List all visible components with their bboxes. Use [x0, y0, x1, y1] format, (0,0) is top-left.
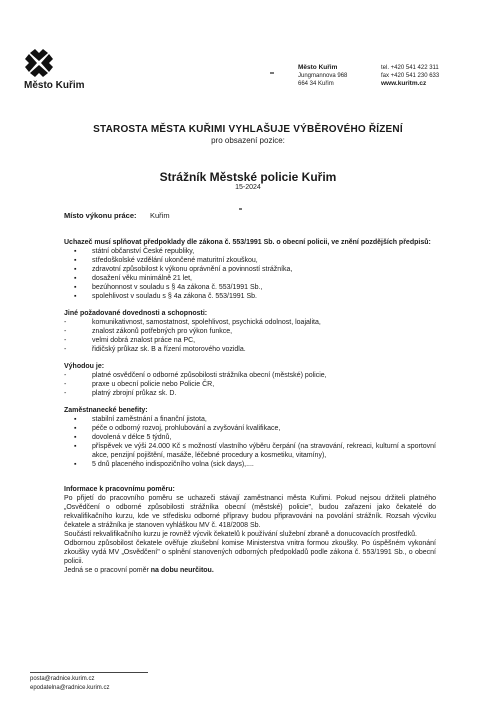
benefits-list: [64, 415, 436, 469]
benefits-heading: Zaměstnanecké benefity:: [64, 407, 148, 414]
list-item: ▪ příspěvek ve výši 24.000 Kč s možností vlastního výběru čerpání (na stravování, rekreaci, kulturní a sportovní akce, penzijní pojištění, masáže, léčebné procedury a kosmetiku, vitamíny),: [64, 442, 436, 460]
list-item: ▪ péče o odborný rozvoj, prohlubování a zvyšování kvalifikace,: [64, 424, 436, 433]
list-item: ▪ bezúhonnost v souladu s § 4a zákona č. 553/1991 Sb.,: [64, 283, 436, 292]
document-body: [64, 238, 436, 575]
info-heading: Informace k pracovnímu poměru:: [64, 486, 175, 493]
position-number: 15-2024: [235, 184, 261, 191]
info-paragraph: Po přijetí do pracovního poměru se uchazeči stávají zaměstnanci města Kuřimi. Pokud nejsou držiteli platného „Osvědčení o odborné způsobilosti strážníka obecní (městské) policie", budou zařazeni jako čekatelé do rekvalifikačního kurzu, kde ve středisku odborné přípravy budou připravováni na povolání strážník. Rozsah výcviku čekatele a strážníka je stanoven vyhláškou MV č. 418/2008 Sb.: [64, 495, 436, 529]
employment-term: na dobu neurčitou.: [150, 567, 214, 574]
list-item: ▪ stabilní zaměstnání a finanční jistota,: [64, 415, 436, 424]
announcement-title: STAROSTA MĚSTA KUŘIMI VYHLAŠUJE VÝBĚROVÉHO ŘÍZENÍ: [93, 124, 403, 135]
address-line-1: Město Kuřim: [298, 64, 338, 71]
place-of-work: [64, 211, 170, 220]
list-item: - praxe u obecní policie nebo Policie ČR,: [64, 380, 436, 389]
requirements-heading: Uchazeč musí splňovat předpoklady dle zákona č. 553/1991 Sb. o obecní policii, ve znění pozdějších předpisů:: [64, 239, 431, 246]
city-logo-icon: [24, 48, 54, 78]
list-item: ▪ státní občanství České republiky,: [64, 247, 436, 256]
header-contacts: [381, 64, 439, 88]
list-item: - znalost zákonů potřebných pro výkon funkce,: [64, 327, 436, 336]
list-item: - velmi dobrá znalost práce na PC,: [64, 336, 436, 345]
requirements-list: [64, 247, 436, 301]
info-paragraph: Součástí rekvalifikačního kurzu je rovněž výcvik čekatelů k používání služební zbraně a donucovacích prostředků.: [64, 531, 417, 538]
advantages-heading: Výhodou je:: [64, 363, 105, 370]
footer-contacts: [30, 675, 109, 693]
list-item: ▪ zdravotní způsobilost k výkonu oprávnění a povinností strážníka,: [64, 265, 436, 274]
info-paragraph: Odbornou způsobilost čekatele ověřuje zkušební komise Ministerstva vnitra formou zkoušky. Po úspěšném vykonání zkoušky vydá MV „Osvědčení" o splnění stanovených odborných předpokladů podle zákona č. 553/1991 Sb., o obecní policii.: [64, 540, 436, 565]
header-address: [298, 64, 347, 88]
address-line-3: 664 34 Kuřim: [298, 81, 334, 87]
address-line-2: Jungmannova 968: [298, 73, 348, 79]
footer-divider: [30, 672, 148, 673]
email-link[interactable]: epodatelna@radnice.kurim.cz: [30, 685, 110, 691]
skills-heading: Jiné požadované dovednosti a schopnosti:: [64, 310, 208, 317]
list-item: - platné osvědčení o odborné způsobilosti strážníka obecní (městské) policie,: [64, 371, 436, 380]
position-title: Strážník Městské policie Kuřim: [159, 170, 337, 184]
fax-line: fax +420 541 230 633: [381, 73, 440, 79]
phone-line: tel. +420 541 422 311: [381, 65, 439, 71]
skills-list: [64, 318, 436, 354]
announcement-subtitle: pro obsazení pozice:: [211, 136, 285, 145]
list-item: - platný zbrojní průkaz sk. D.: [64, 389, 436, 398]
list-item: ▪ spolehlivost v souladu s § 4a zákona č. 553/1991 Sb.: [64, 292, 436, 301]
list-item: ▪ dosažení věku minimálně 21 let,: [64, 274, 436, 283]
employment-text: Jedná se o pracovní poměr: [64, 567, 151, 574]
logo-text: Město Kuřim: [24, 80, 85, 91]
list-item: ▪ 5 dnů placeného indispozičního volna (sick days),....: [64, 460, 436, 469]
place-label: Místo výkonu práce:: [64, 211, 137, 220]
list-item: - komunikativnost, samostatnost, spolehlivost, psychická odolnost, loajalita,: [64, 318, 436, 327]
list-item: ▪ středoškolské vzdělání ukončené maturitní zkouškou,: [64, 256, 436, 265]
scan-mark: [239, 208, 242, 210]
list-item: ▪ dovolená v délce 5 týdnů,: [64, 433, 436, 442]
info-paragraph-employment: [64, 566, 436, 575]
place-value: Kuřim: [150, 211, 170, 220]
advantages-list: [64, 371, 436, 398]
website-line: www.kuritm.cz: [381, 80, 427, 87]
email-link[interactable]: posta@radnice.kurim.cz: [30, 676, 95, 682]
list-item: - řidičský průkaz sk. B a řízení motorového vozidla.: [64, 345, 436, 354]
scan-mark: [270, 72, 274, 74]
